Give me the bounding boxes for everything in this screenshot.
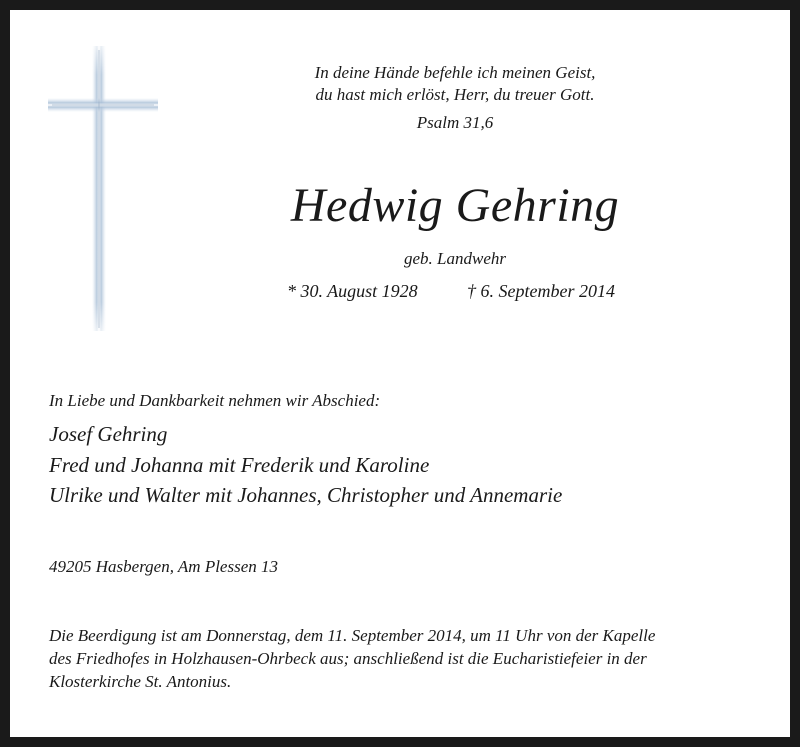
mourner-name: Josef Gehring bbox=[49, 422, 168, 446]
farewell-intro: In Liebe und Dankbarkeit nehmen wir Abschied: bbox=[49, 391, 381, 410]
psalm-line-1: In deine Hände befehle ich meinen Geist, bbox=[314, 63, 596, 82]
death-date: † 6. September 2014 bbox=[467, 281, 615, 301]
cross-icon bbox=[48, 46, 158, 331]
mourner-name: Ulrike und Walter mit Johannes, Christopher und Annemarie bbox=[49, 483, 563, 507]
funeral-details-line: Klosterkirche St. Antonius. bbox=[49, 672, 232, 691]
psalm-reference: Psalm 31,6 bbox=[416, 113, 494, 132]
psalm-line-2: du hast mich erlöst, Herr, du treuer Gott. bbox=[315, 85, 595, 104]
family-address: 49205 Hasbergen, Am Plessen 13 bbox=[49, 557, 279, 576]
funeral-details-line: Die Beerdigung ist am Donnerstag, dem 11. September 2014, um 11 Uhr von der Kapelle bbox=[49, 626, 656, 645]
deceased-name: Hedwig Gehring bbox=[290, 179, 620, 232]
birth-date: * 30. August 1928 bbox=[287, 281, 418, 301]
mourner-name: Fred und Johanna mit Frederik und Karoline bbox=[49, 453, 430, 477]
funeral-details-line: des Friedhofes in Holzhausen-Ohrbeck aus; anschließend ist die Eucharistiefeier in der bbox=[49, 649, 647, 668]
obituary-notice bbox=[10, 10, 790, 737]
maiden-name: geb. Landwehr bbox=[404, 249, 506, 268]
